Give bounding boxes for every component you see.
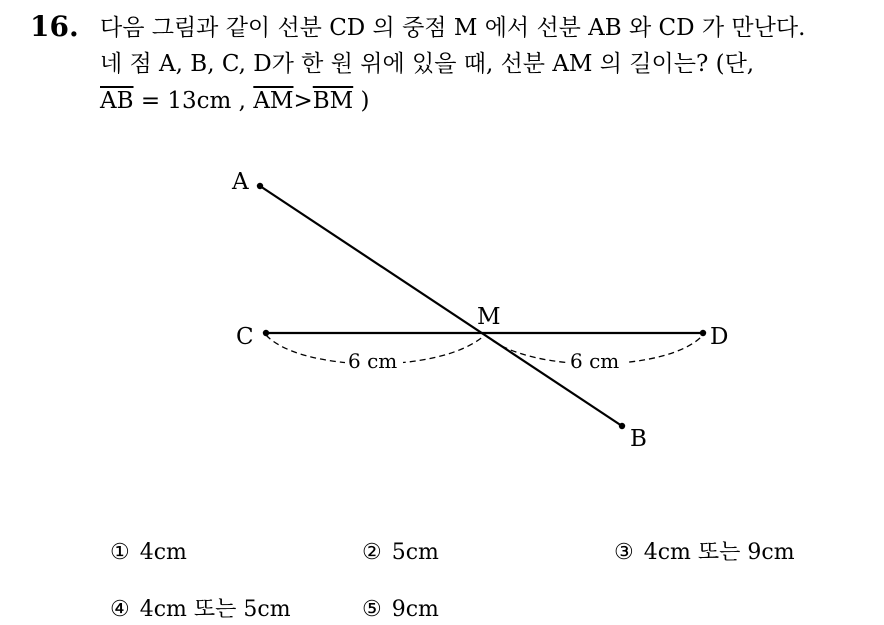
label-d: D: [710, 324, 729, 350]
choice-1[interactable]: [110, 538, 187, 568]
choice-2-text: 5cm: [391, 540, 439, 565]
choice-1-text: 4cm: [139, 540, 187, 565]
question-text-line-1: 다음 그림과 같이 선분 CD 의 중점 M 에서 선분 AB 와 CD 가 만난다.: [100, 15, 806, 41]
choice-5-text: 9cm: [391, 597, 439, 622]
choice-4-text: 4cm 또는 5cm: [139, 597, 291, 622]
question-number: 16.: [30, 10, 79, 43]
choice-3-mark: ③: [614, 540, 634, 565]
question-text-line-2: 네 점 A, B, C, D가 한 원 위에 있을 때, 선분 AM 의 길이는? (단,: [100, 51, 755, 77]
label-c: C: [236, 324, 254, 350]
choice-2-mark: ②: [362, 540, 382, 565]
label-cm-length: 6 cm: [348, 349, 398, 373]
choice-3-text: 4cm 또는 9cm: [643, 540, 795, 565]
choice-2[interactable]: [362, 538, 439, 568]
segment-ab: [260, 186, 622, 426]
choice-3[interactable]: [614, 538, 795, 568]
choice-5-mark: ⑤: [362, 597, 382, 622]
label-m: M: [477, 304, 501, 330]
choice-1-mark: ①: [110, 540, 130, 565]
point-a-dot: [257, 183, 263, 189]
condition-equals: = 13cm ,: [133, 88, 254, 114]
label-a: A: [232, 169, 249, 195]
segment-bm-symbol: $\overline{BM}$: [312, 88, 354, 114]
point-b-dot: [619, 423, 625, 429]
label-md-length: 6 cm: [570, 349, 620, 373]
segment-ab-symbol: $\overline{AB}$: [100, 88, 134, 114]
condition-greater-than: >: [293, 88, 313, 114]
label-b: B: [630, 426, 647, 452]
segment-am-symbol: $\overline{AM}$: [253, 88, 294, 114]
choice-4-mark: ④: [110, 597, 130, 622]
point-c-dot: [263, 330, 269, 336]
point-d-dot: [700, 330, 706, 336]
condition-close: ): [353, 88, 370, 114]
